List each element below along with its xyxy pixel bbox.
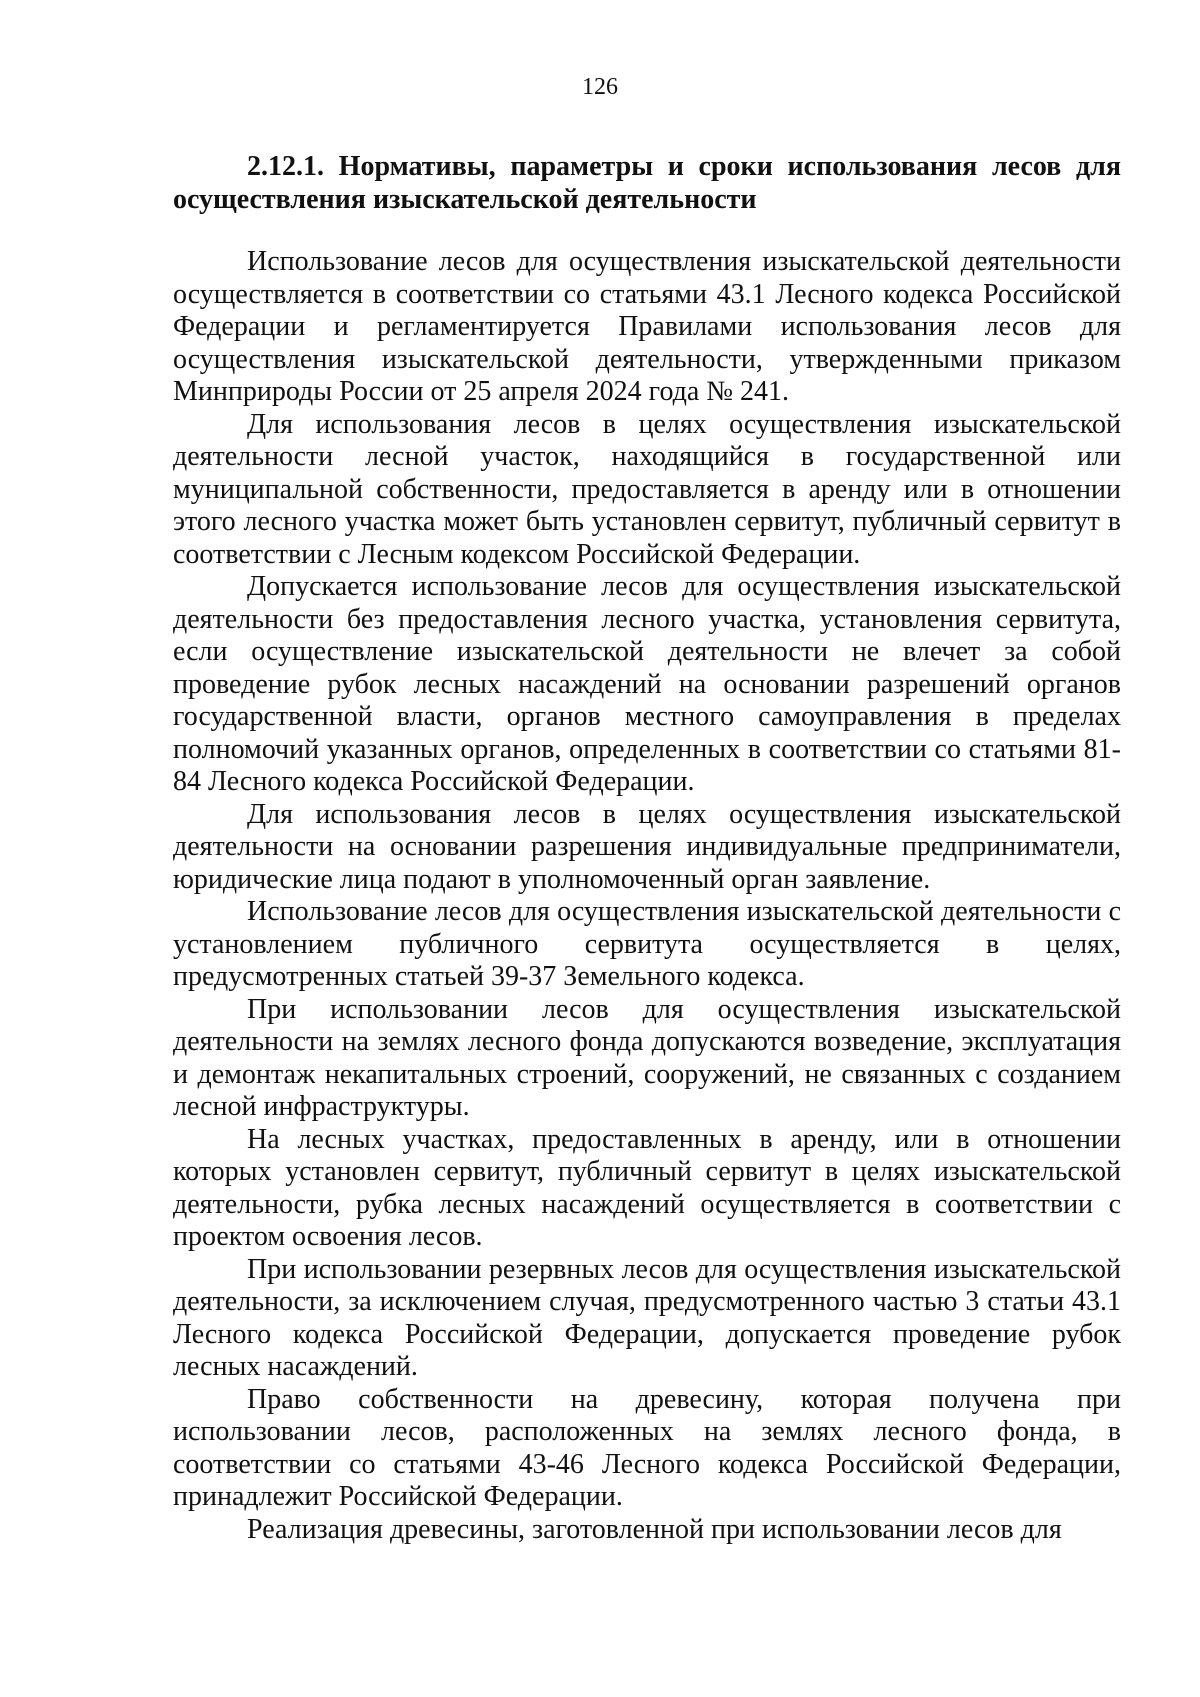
paragraph: При использовании резервных лесов для осуществления изыскательской деятельности, за исключением случая, предусмотренного частью 3 статьи 43.1 Лесного кодекса Российской Федерации, допускается проведение рубок лесных насаждений. [173,1253,1121,1382]
paragraph: Использование лесов для осуществления изыскательской деятельности осуществляется в соответствии со статьями 43.1 Лесного кодекса Российской Федерации и регламентируется Правилами использования лесов для осуществления изыскательской деятельности, утвержденными приказом Минприроды России от 25 апреля 2024 года № 241. [173,246,1121,407]
paragraph: Для использования лесов в целях осуществления изыскательской деятельности лесной участок, находящийся в государственной или муниципальной собственности, предоставляется в аренду или в отношении этого лесного участка может быть установлен сервитут, публичный сервитут в соответствии с Лесным кодексом Российской Федерации. [173,408,1121,570]
paragraph: Для использования лесов в целях осуществления изыскательской деятельности на основании разрешения индивидуальные предприниматели, юридические лица подают в уполномоченный орган заявление. [173,798,1121,895]
paragraph: Использование лесов для осуществления изыскательской деятельности с установлением публичного сервитута осуществляется в целях, предусмотренных статьей 39-37 Земельного кодекса. [173,896,1121,992]
paragraph: На лесных участках, предоставленных в аренду, или в отношении которых установлен сервитут, публичный сервитут в целях изыскательской деятельности, рубка лесных насаждений осуществляется в соответствии с проектом освоения лесов. [173,1123,1121,1252]
paragraph: Реализация древесины, заготовленной при использовании лесов для [247,1513,1062,1545]
document-body [173,246,1121,1546]
paragraph: При использовании лесов для осуществления изыскательской деятельности на землях лесного фонда допускаются возведение, эксплуатация и демонтаж некапитальных строений, сооружений, не связанных с созданием лесной инфраструктуры. [173,993,1121,1122]
paragraph: Допускается использование лесов для осуществления изыскательской деятельности без предоставления лесного участка, установления сервитута, если осуществление изыскательской деятельности не влечет за собой проведение рубок лесных насаждений на основании разрешений органов государственной власти, органов местного самоуправления в пределах полномочий указанных органов, определенных в соответствии со статьями 81-84 Лесного кодекса Российской Федерации. [173,571,1121,797]
page-number: 126 [582,74,618,100]
section-heading: 2.12.1. Нормативы, параметры и сроки использования лесов для осуществления изыскательской деятельности [173,151,1121,215]
paragraph: Право собственности на древесину, которая получена при использовании лесов, расположенных на землях лесного фонда, в соответствии со статьями 43-46 Лесного кодекса Российской Федерации, принадлежит Российской Федерации. [173,1383,1121,1512]
